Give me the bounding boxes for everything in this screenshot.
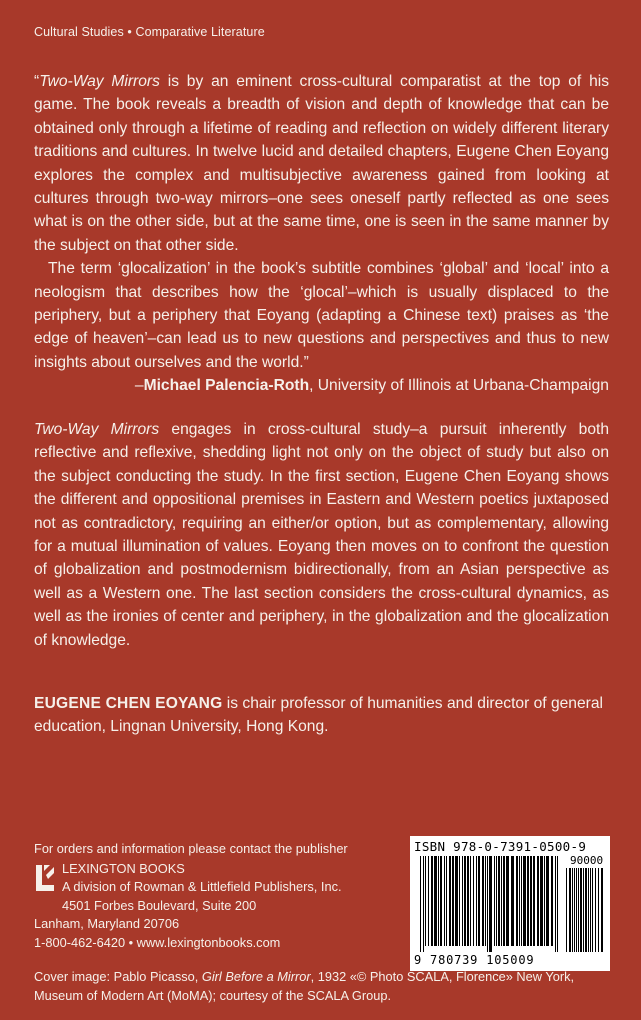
description-book-title: Two-Way Mirrors	[34, 421, 160, 438]
barcode-bar	[438, 856, 439, 946]
publisher-lines	[62, 860, 342, 916]
publisher-block	[34, 860, 404, 916]
barcode-bar	[434, 856, 437, 946]
barcode-bar	[530, 856, 532, 946]
barcode-bar	[473, 856, 474, 946]
price-barcode-bar	[590, 868, 591, 952]
price-barcode-bar	[580, 868, 582, 952]
barcode-bar	[423, 856, 424, 952]
publisher-contact: For orders and information please contact the publisher	[34, 841, 348, 856]
price-barcode-bar	[578, 868, 579, 952]
price-barcode-bar	[566, 868, 567, 952]
barcode-bar	[425, 856, 426, 946]
description-paragraph	[34, 418, 609, 652]
price-barcode-bar	[595, 868, 596, 952]
endorsement-blurb	[34, 70, 609, 398]
barcode-bar	[519, 856, 520, 946]
price-barcode-bar	[588, 868, 589, 952]
barcode-bar	[527, 856, 529, 946]
barcode-bar	[449, 856, 451, 946]
barcode-bar	[511, 856, 514, 946]
attribution-name: Michael Palencia-Roth	[143, 377, 310, 395]
barcode-bar	[523, 856, 526, 946]
subject-category: Cultural Studies • Comparative Literature	[34, 25, 265, 39]
barcode-bar	[533, 856, 535, 946]
price-barcode-bar	[569, 868, 571, 952]
isbn-number: ISBN 978-0-7391-0500-9	[414, 839, 587, 854]
barcode-bar	[464, 856, 466, 946]
attribution-affiliation: , University of Illinois at Urbana-Champaign	[309, 377, 609, 395]
publisher-phone-web: 1-800-462-6420 • www.lexingtonbooks.com	[34, 934, 281, 950]
credit-prefix: Cover image: Pablo Picasso,	[34, 969, 202, 984]
barcode-bar	[431, 856, 433, 946]
barcode-bar	[455, 856, 458, 946]
barcode-bar	[498, 856, 500, 946]
barcode-bar	[452, 856, 454, 946]
barcode-bar	[482, 856, 484, 946]
barcode-bar	[489, 856, 492, 952]
barcode-bar	[551, 856, 553, 946]
barcode-bar	[521, 856, 522, 946]
barcode-bar	[476, 856, 477, 946]
publisher-info	[34, 840, 404, 952]
barcode-bar	[557, 856, 558, 952]
barcode-bar	[555, 856, 556, 952]
price-barcode-bar	[576, 868, 577, 952]
quote-open: “	[34, 73, 40, 90]
book-title: Two-Way Mirrors	[39, 73, 160, 90]
barcode-bar	[428, 856, 429, 946]
publisher-division: A division of Rowman & Littlefield Publishers, Inc.	[62, 879, 342, 894]
barcode-bar	[496, 856, 497, 946]
cover-image-credit	[34, 968, 624, 1005]
publisher-address-2: Lanham, Maryland 20706	[34, 916, 180, 931]
attribution-dash: –	[134, 377, 144, 395]
price-barcode-bar	[583, 868, 584, 952]
price-code: 90000	[570, 854, 604, 867]
author-bio	[34, 692, 609, 739]
bio-text: is chair professor of humanities and director of general education, Lingnan University, Hong Kong.	[34, 695, 603, 736]
barcode-bar	[506, 856, 509, 946]
price-barcode-bar	[598, 868, 599, 952]
blurb-attribution	[34, 374, 609, 397]
price-barcode-bar	[601, 868, 603, 952]
barcode-bar	[540, 856, 543, 946]
credit-artwork: Girl Before a Mirror	[201, 969, 311, 984]
barcode-bar	[446, 856, 447, 946]
barcode-bar	[501, 856, 502, 946]
barcode-bar	[478, 856, 480, 946]
ean-digits: 9 780739 105009	[414, 953, 535, 967]
barcode-bar	[420, 856, 421, 952]
credit-suffix: , 1932 «© Photo SCALA, Florence» New York, Museum of Modern Art (MoMA); courtesy of the SCALA Group.	[34, 969, 575, 1003]
price-barcode-bar	[574, 868, 575, 952]
lexington-logo-icon	[34, 863, 56, 893]
barcode-bar	[494, 856, 495, 946]
barcode-bar	[444, 856, 445, 946]
blurb-text-1: is by an eminent cross-cultural comparatist at the top of his game. The book reveals a breadth of vision and depth of knowledge that can be obtained only through a lifetime of reading and reflection on widely different literary traditions and cultures. In twelve lucid and detailed chapters, Eugene Chen Eoyang explores the complex and multisubjective awareness gained from looking at cultures through two-way mirrors–one sees oneself partly reflected as one sees what is on the other side, but at the same time, one is seen in the same manner by the subject on that other side.	[34, 73, 609, 254]
barcode-bar	[537, 856, 539, 946]
barcode-bar	[544, 856, 545, 946]
price-barcode-bar	[592, 868, 593, 952]
barcode-bars	[416, 856, 604, 954]
barcode-bar	[440, 856, 442, 946]
barcode-bar	[487, 856, 488, 952]
barcode-bar	[546, 856, 549, 946]
barcode-bar	[467, 856, 469, 946]
barcode-bar	[459, 856, 460, 946]
author-name: EUGENE CHEN EOYANG	[34, 695, 223, 712]
blurb-paragraph-1	[34, 70, 609, 257]
barcode-bar	[503, 856, 505, 946]
publisher-address-1: 4501 Forbes Boulevard, Suite 200	[62, 897, 257, 913]
publisher-name: LEXINGTON BOOKS	[62, 860, 185, 876]
barcode-bar	[470, 856, 471, 946]
book-description	[34, 418, 609, 652]
bio-paragraph	[34, 692, 609, 739]
barcode-bar	[516, 856, 518, 946]
price-barcode-bar	[585, 868, 587, 952]
isbn-barcode	[410, 836, 610, 971]
description-text: engages in cross-cultural study–a pursuit inherently both reflective and reflexive, shedding light not only on the object of study but also on the subject conducting the study. In the first section, Eugene Chen Eoyang shows the different and oppositional premises in Eastern and Western poetics juxtaposed not as contradictory, requiring an either/or option, but as complementary, allowing for a mutual illumination of values. Eoyang then moves on to confront the question of globalization and postmodernism bidirectionally, from an Asian perspective as well as a Western one. The last section considers the cross-cultural dynamics, as well as the ironies of center and periphery, in the globalization and the glocalization of knowledge.	[34, 421, 609, 649]
price-barcode-bar	[572, 868, 573, 952]
barcode-bar	[485, 856, 486, 946]
blurb-paragraph-2: The term ‘glocalization’ in the book’s subtitle combines ‘global’ and ‘local’ into a neologism that describes how the ‘glocal’–which is usually displaced to the periphery, but a periphery that Eoyang (adapting a Chinese text) praises as ‘the edge of heaven’–can lead us to new questions and perspectives and thus to new insights about ourselves and the world.”	[34, 260, 609, 371]
barcode-bar	[462, 856, 463, 946]
